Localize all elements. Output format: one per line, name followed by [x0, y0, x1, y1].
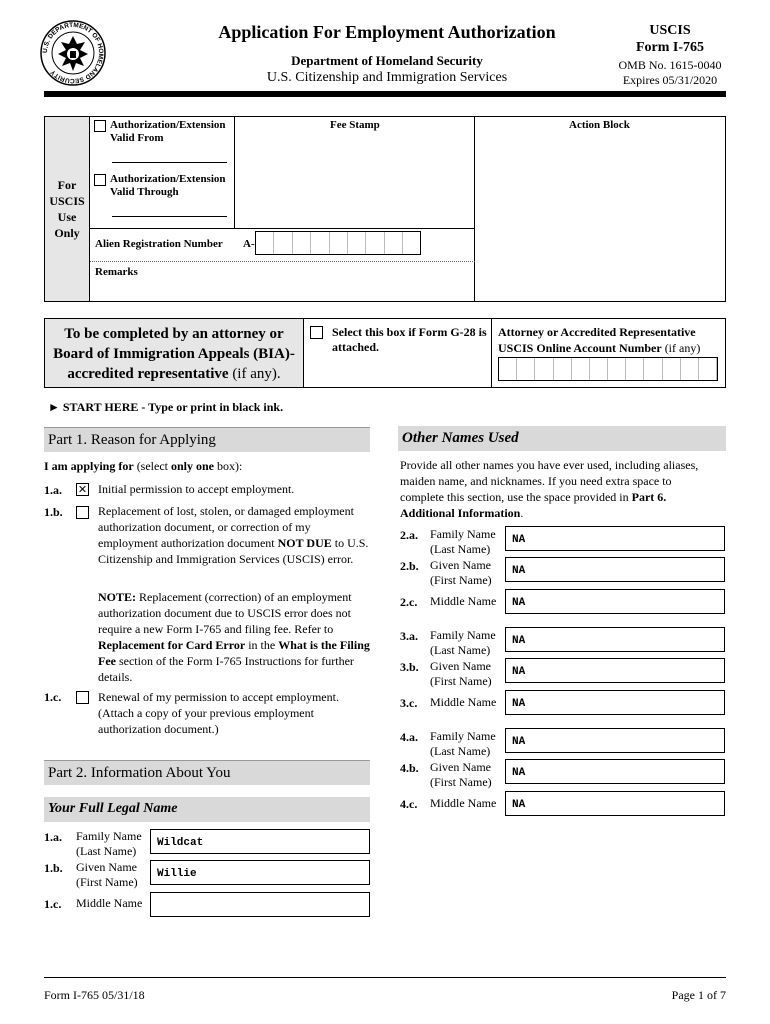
other-family-name-2-input[interactable]: NA	[505, 627, 725, 652]
item-p2-1b-number: 1.b.	[44, 861, 63, 875]
other-middle-name-2-input[interactable]: NA	[505, 690, 725, 715]
agency: U.S. Citizenship and Immigration Services	[266, 70, 508, 85]
family-name-input[interactable]: Wildcat	[150, 829, 370, 854]
rep-account-number-input[interactable]	[498, 357, 718, 381]
part1-title: Part 1. Reason for Applying	[44, 427, 370, 452]
omb-number: OMB No. 1615-0040	[618, 58, 722, 72]
other-middle-name-1-input[interactable]: NA	[505, 589, 725, 614]
a-number-prefix: A-	[243, 238, 255, 250]
action-block-label: Action Block	[569, 119, 630, 131]
other-given-name-1-input[interactable]: NA	[505, 557, 725, 582]
seal-text: U.S. DEPARTMENT OF HOMELAND SECURITY	[41, 21, 105, 85]
other-family-name-label: Family Name (Last Name)	[430, 729, 496, 758]
item-2a-number: 2.a.	[400, 528, 418, 542]
rep-account-label-1: Attorney or Accredited Representative	[498, 325, 696, 339]
family-name-label: Family Name (Last Name)	[76, 829, 142, 858]
other-given-name-label: Given Name (First Name)	[430, 760, 492, 789]
footer-page-number: Page 1 of 7	[671, 988, 726, 1002]
item-1a-number: 1.a.	[44, 483, 62, 497]
item-3a-number: 3.a.	[400, 629, 418, 643]
form-number: Form I-765	[635, 40, 705, 55]
other-family-name-label: Family Name (Last Name)	[430, 628, 496, 657]
item-2b-number: 2.b.	[400, 559, 419, 573]
renewal-checkbox[interactable]	[76, 691, 89, 704]
initial-permission-checkbox[interactable]: ✕	[77, 483, 88, 496]
other-given-name-2-input[interactable]: NA	[505, 658, 725, 683]
other-middle-name-label: Middle Name	[430, 796, 497, 810]
item-1b-text: Replacement of lost, stolen, or damaged employment authorization document, or correction of my employment authorization document NOT DUE to U.S. Citizenship and Immigration Services (USCIS) error.	[98, 504, 369, 566]
other-family-name-label: Family Name (Last Name)	[430, 527, 496, 556]
valid-through-label: Authorization/Extension Valid Through	[110, 173, 226, 198]
item-4c-number: 4.c.	[400, 797, 418, 811]
other-family-name-3-input[interactable]: NA	[505, 728, 725, 753]
department: Department of Homeland Security	[291, 53, 483, 68]
other-family-name-1-input[interactable]: NA	[505, 526, 725, 551]
item-1c-number: 1.c.	[44, 690, 62, 704]
other-given-name-label: Given Name (First Name)	[430, 659, 492, 688]
item-4a-number: 4.a.	[400, 730, 418, 744]
item-p2-1a-number: 1.a.	[44, 830, 62, 844]
middle-name-label: Middle Name	[76, 896, 143, 910]
remarks-label: Remarks	[95, 266, 138, 278]
valid-through-line	[112, 216, 227, 217]
other-names-heading: Other Names Used	[398, 426, 726, 451]
dhs-seal	[40, 20, 106, 86]
replacement-note: NOTE: Replacement (correction) of an employment authorization document due to USCIS error does not require a new Form I-765 and filing fee. Refer to Replacement for Card Error in the What is the Filing Fee section of the Form I-765 Instructions for further details.	[98, 590, 370, 684]
applying-for: I am applying for (select only one box):	[44, 459, 243, 473]
attorney-heading: To be completed by an attorney or Board of Immigration Appeals (BIA)- accredited representative (if any).	[53, 326, 295, 382]
rep-account-label-2: USCIS Online Account Number (if any)	[498, 341, 701, 355]
item-p2-1c-number: 1.c.	[44, 897, 62, 911]
start-here: ► START HERE - Type or print in black ink.	[48, 400, 284, 414]
alien-registration-label: Alien Registration Number	[95, 238, 223, 250]
expiration-date: Expires 05/31/2020	[622, 73, 718, 87]
given-name-input[interactable]: Willie	[150, 860, 370, 885]
other-middle-name-label: Middle Name	[430, 695, 497, 709]
other-middle-name-3-input[interactable]: NA	[505, 791, 725, 816]
item-3b-number: 3.b.	[400, 660, 419, 674]
part2-title: Part 2. Information About You	[44, 760, 370, 785]
item-4b-number: 4.b.	[400, 761, 419, 775]
item-3c-number: 3.c.	[400, 696, 418, 710]
form-title: Application For Employment Authorization	[218, 22, 556, 42]
alien-registration-input[interactable]	[255, 231, 421, 255]
item-1b-number: 1.b.	[44, 505, 63, 519]
given-name-label: Given Name (First Name)	[76, 860, 138, 889]
uscis-side-label: For USCIS Use Only	[49, 178, 85, 240]
other-names-intro: Provide all other names you have ever used, including aliases, maiden name, and nicknames. If you need extra space to complete this section, use the space provided in Part 6. Additional Information.	[400, 458, 699, 520]
middle-name-input[interactable]	[150, 892, 370, 917]
g28-label: Select this box if Form G-28 is attached.	[332, 325, 487, 354]
item-1c-text: Renewal of my permission to accept employment. (Attach a copy of your previous employment authorization document.)	[98, 690, 339, 736]
footer-rule	[44, 977, 726, 978]
replacement-checkbox[interactable]	[76, 506, 89, 519]
footer-form-date: Form I-765 05/31/18	[44, 988, 145, 1002]
valid-through-checkbox[interactable]	[94, 174, 106, 186]
item-1a-text: Initial permission to accept employment.	[98, 482, 295, 496]
other-given-name-3-input[interactable]: NA	[505, 759, 725, 784]
item-2c-number: 2.c.	[400, 595, 418, 609]
header-rule	[44, 91, 726, 97]
other-middle-name-label: Middle Name	[430, 594, 497, 608]
full-legal-name-heading: Your Full Legal Name	[44, 797, 370, 822]
valid-from-label: Authorization/Extension Valid From	[110, 119, 226, 144]
fee-stamp-label: Fee Stamp	[330, 119, 380, 131]
valid-from-checkbox[interactable]	[94, 120, 106, 132]
valid-from-line	[112, 162, 227, 163]
other-given-name-label: Given Name (First Name)	[430, 558, 492, 587]
uscis-label: USCIS	[649, 23, 691, 38]
g28-checkbox[interactable]	[310, 326, 323, 339]
